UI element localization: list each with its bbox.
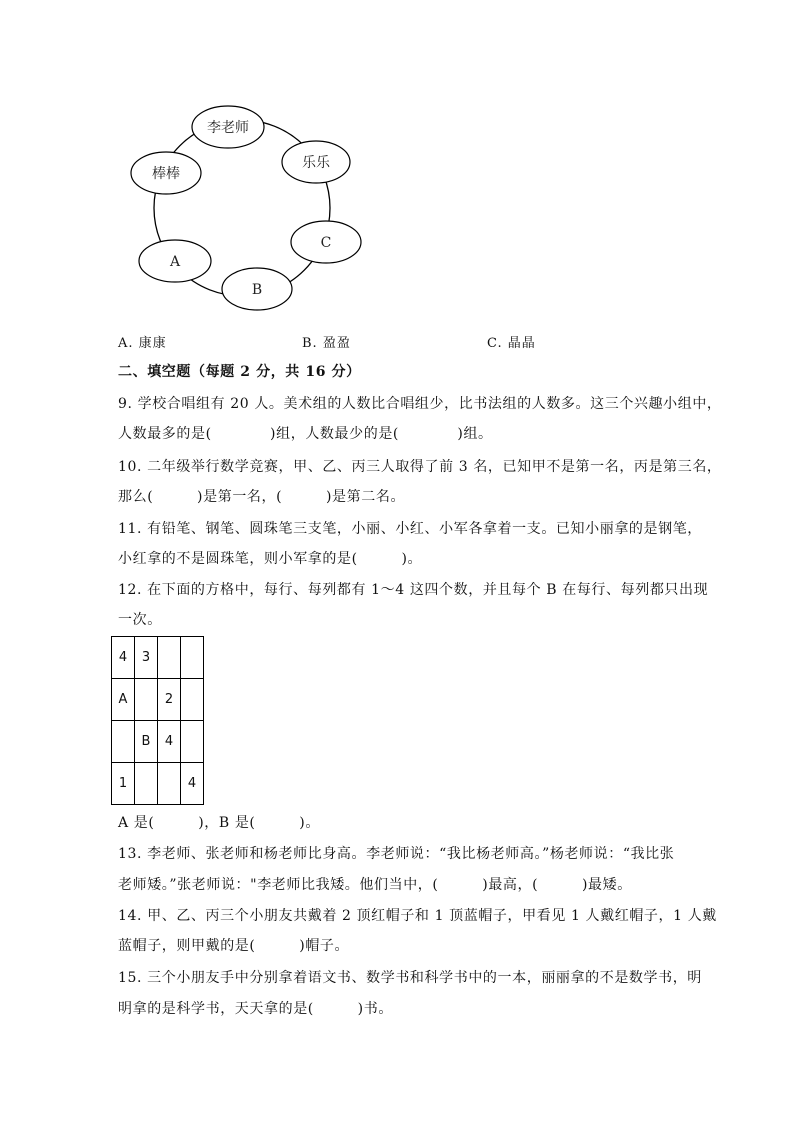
grid-row [112,763,204,805]
question-9-line-2: 人数最多的是( )组，人数最少的是( )组。 [118,426,493,442]
grid-cell[interactable] [135,679,158,721]
svg-text:李老师: 李老师 [207,120,249,136]
question-12-answer: A 是( )，B 是( )。 [118,815,320,831]
question-12-line-2: 一次。 [118,612,162,628]
svg-text:乐乐: 乐乐 [302,155,330,171]
option-b[interactable]: B. 盈盈 [302,336,351,351]
question-9-line-1: 9. 学校合唱组有 20 人。美术组的人数比合唱组少，比书法组的人数多。这三个兴趣小组中， [118,396,722,412]
grid-cell[interactable]: A [112,679,135,721]
section-title: 二、填空题（每题 2 分，共 16 分） [118,364,361,380]
grid-cell[interactable] [112,721,135,763]
question-10-line-1: 10. 二年级举行数学竞赛，甲、乙、丙三人取得了前 3 名，已知甲不是第一名，丙是第三名， [118,459,722,475]
question-14-line-1: 14. 甲、乙、丙三个小朋友共戴着 2 顶红帽子和 1 顶蓝帽子，甲看见 1 人戴红帽子，1 人戴 [118,908,717,924]
node-bangbang [131,152,201,194]
grid-cell[interactable] [181,679,204,721]
node-a [139,240,211,282]
grid-cell[interactable] [135,763,158,805]
svg-text:A: A [169,254,181,270]
option-c[interactable]: C. 晶晶 [487,336,536,351]
grid-cell[interactable] [158,637,181,679]
grid-row [112,679,204,721]
grid-cell[interactable]: 4 [181,763,204,805]
number-grid [111,636,204,805]
question-13-line-1: 13. 李老师、张老师和杨老师比身高。李老师说：“我比杨老师高。”杨老师说：“我比张 [118,846,675,862]
question-11-line-2: 小红拿的不是圆珠笔，则小军拿的是( )。 [118,551,423,567]
node-lele [282,141,350,183]
question-15-line-2: 明拿的是科学书，天天拿的是( )书。 [118,1001,393,1017]
grid-cell[interactable]: 3 [135,637,158,679]
question-11-line-1: 11. 有铅笔、钢笔、圆珠笔三支笔，小丽、小红、小军各拿着一支。已知小丽拿的是钢笔， [118,521,702,537]
grid-cell[interactable] [181,721,204,763]
question-13-line-2: 老师矮。”张老师说："李老师比我矮。他们当中，( )最高，( )最矮。 [118,877,632,893]
grid-row [112,637,204,679]
svg-text:C: C [320,235,332,251]
grid-cell[interactable]: B [135,721,158,763]
grid-cell[interactable]: 4 [112,637,135,679]
option-a[interactable]: A. 康康 [118,336,167,351]
grid-row [112,721,204,763]
node-c [291,221,361,263]
grid-cell[interactable]: 4 [158,721,181,763]
question-10-line-2: 那么( )是第一名，( )是第二名。 [118,489,406,505]
grid-cell[interactable] [158,763,181,805]
question-12-line-1: 12. 在下面的方格中，每行、每列都有 1～4 这四个数，并且每个 B 在每行、每列都只出现 [118,582,709,598]
grid-cell[interactable] [181,637,204,679]
question-15-line-1: 15. 三个小朋友手中分别拿着语文书、数学书和科学书中的一本，丽丽拿的不是数学书，明 [118,970,702,986]
node-b [222,268,292,310]
svg-text:B: B [251,282,263,298]
grid-cell[interactable]: 2 [158,679,181,721]
seating-diagram [120,100,370,320]
grid-cell[interactable]: 1 [112,763,135,805]
question-14-line-2: 蓝帽子，则甲戴的是( )帽子。 [118,938,350,954]
svg-text:棒棒: 棒棒 [152,166,180,182]
node-li-laoshi [192,106,264,148]
